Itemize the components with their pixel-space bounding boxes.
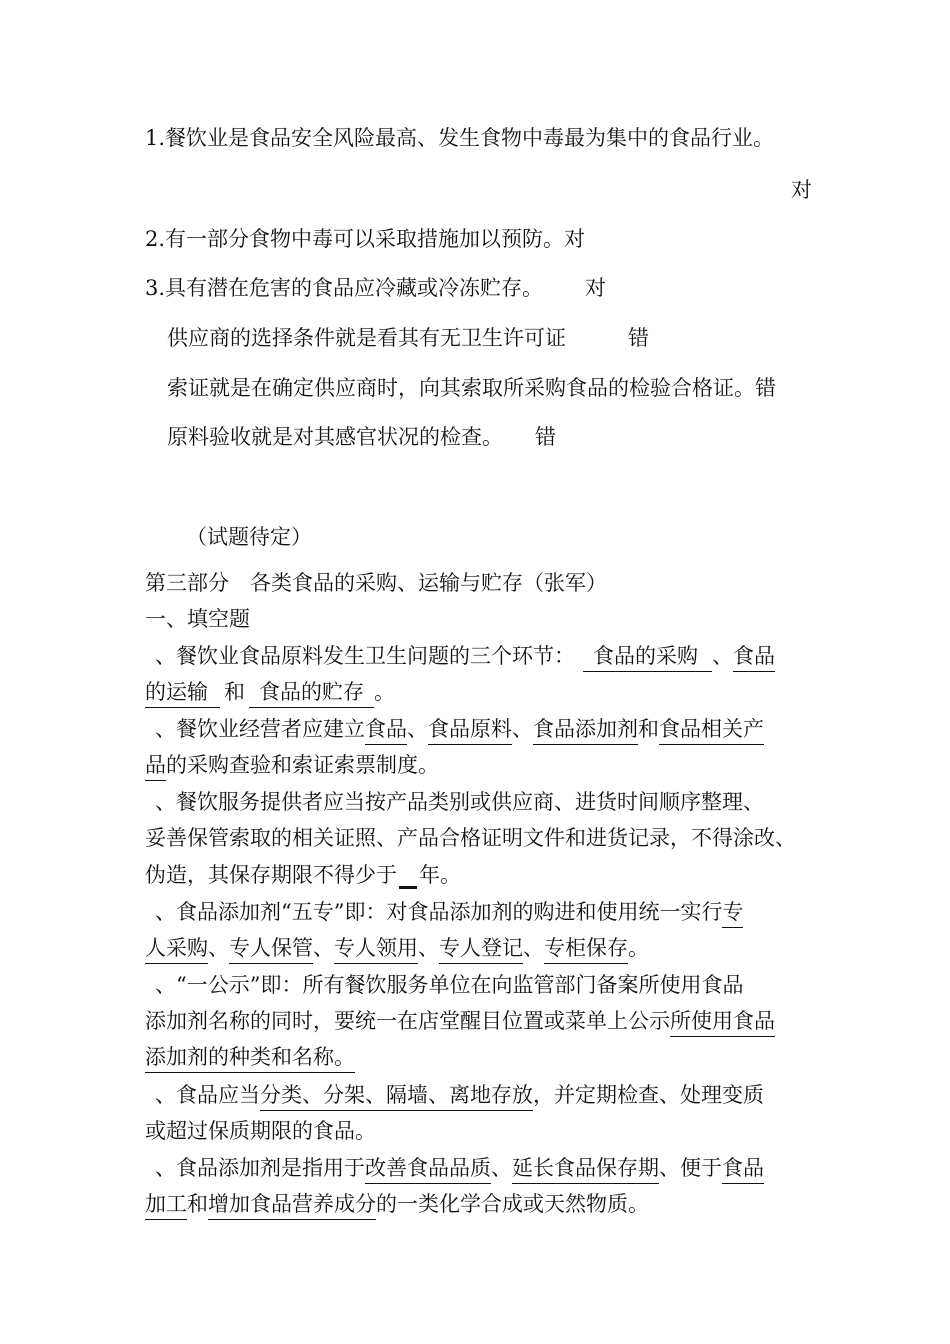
blank-answer: 食品: [722, 1156, 764, 1184]
section-title: 一、填空题: [145, 607, 250, 631]
tf-item-5: 索证就是在确定供应商时，向其索取所采购食品的检验合格证。错: [167, 376, 776, 400]
fill-q3-line2: 妥善保管索取的相关证照、产品合格证明文件和进货记录，不得涂改、: [145, 826, 796, 850]
blank-answer: 专柜保存: [544, 936, 628, 964]
fill-q2-line2: 品的采购查验和索证索票制度。: [145, 749, 439, 779]
fill-q2-line1: 、餐饮业经营者应建立食品、食品原料、食品添加剂和食品相关产: [155, 713, 764, 743]
blank-answer: 增加食品营养成分: [208, 1192, 376, 1220]
tf-item-4: 供应商的选择条件就是看其有无卫生许可证 错: [167, 326, 649, 350]
fill-q7-line2: 加工和增加食品营养成分的一类化学合成或天然物质。: [145, 1188, 649, 1218]
blank-answer: 添加剂的种类和名称。: [145, 1045, 355, 1073]
blank-answer: 食品: [733, 644, 775, 672]
blank-answer: 专: [722, 900, 743, 928]
part-title: 第三部分 各类食品的采购、运输与贮存（张军）: [145, 571, 607, 595]
blank-answer: 延长食品保存期: [512, 1156, 659, 1184]
blank-answer: 食品的贮存: [249, 680, 374, 708]
blank-answer: 食品添加剂: [533, 717, 638, 745]
blank-answer: [399, 866, 417, 889]
blank-answer: 专人保管: [229, 936, 313, 964]
fill-q1-line1: 、餐饮业食品原料发生卫生问题的三个环节： 食品的采购 、食品: [155, 640, 775, 670]
blank-answer: 改善食品品质: [365, 1156, 491, 1184]
blank-answer: 食品相关产: [659, 717, 764, 745]
fill-q7-line1: 、食品添加剂是指用于改善食品品质、延长食品保存期、便于食品: [155, 1152, 764, 1182]
fill-q4-line1: 、食品添加剂“五专”即：对食品添加剂的购进和使用统一实行专: [155, 896, 743, 926]
fill-q6-line1: 、食品应当分类、分架、隔墙、离地存放，并定期检查、处理变质: [155, 1079, 764, 1109]
tf-item-1: 1.餐饮业是食品安全风险最高、发生食物中毒最为集中的食品行业。: [145, 126, 775, 150]
blank-answer: 人采购: [145, 936, 208, 964]
blank-answer: 食品的采购: [583, 644, 712, 672]
pending-note: （试题待定）: [186, 525, 312, 549]
blank-answer: 食品原料: [428, 717, 512, 745]
blank-answer: 专人登记: [439, 936, 523, 964]
fill-q5-line3: [145, 1041, 355, 1071]
blank-answer: 食品: [365, 717, 407, 745]
tf-item-6: 原料验收就是对其感官状况的检查。 错: [167, 425, 556, 449]
blank-answer: 所使用食品: [670, 1009, 775, 1037]
fill-q4-line2: 人采购、专人保管、专人领用、专人登记、专柜保存。: [145, 932, 649, 962]
blank-answer: 品: [145, 753, 166, 781]
fill-q3-line1: 、餐饮服务提供者应当按产品类别或供应商、进货时间顺序整理、: [155, 790, 764, 814]
tf-item-2: 2.有一部分食物中毒可以采取措施加以预防。对: [145, 227, 586, 251]
fill-q5-line1: 、“一公示”即：所有餐饮服务单位在向监管部门备案所使用食品: [155, 973, 744, 997]
blank-answer: 分类、分架、隔墙、离地存放: [260, 1083, 533, 1111]
blank-answer: 专人领用: [334, 936, 418, 964]
fill-q5-line2: 添加剂名称的同时，要统一在店堂醒目位置或菜单上公示所使用食品: [145, 1005, 775, 1035]
fill-q6-line2: 或超过保质期限的食品。: [145, 1119, 376, 1143]
tf-answer-1: 对: [791, 178, 812, 202]
blank-answer: 加工: [145, 1192, 187, 1220]
fill-q1-line2: 的运输 和 食品的贮存 。: [145, 676, 395, 706]
fill-q3-line3: 伪造，其保存期限不得少于 年。: [145, 863, 461, 887]
blank-answer: 的运输: [145, 680, 220, 708]
tf-item-3: 3.具有潜在危害的食品应冷藏或冷冻贮存。 对: [145, 276, 607, 300]
